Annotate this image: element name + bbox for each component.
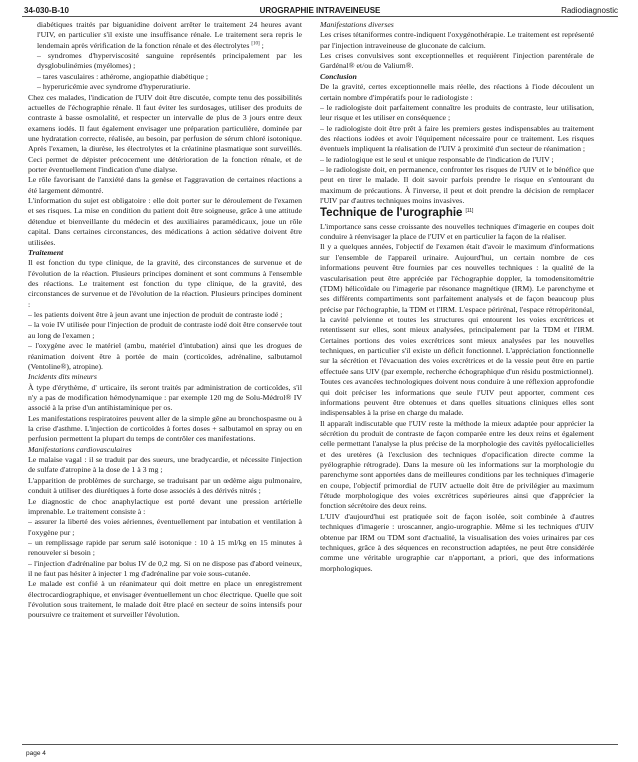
paragraph: Il apparaît indiscutable que l'UIV reste la méthode la mieux adaptée pour apprécier la sécrétion du produit de contraste de façon comparée entre les deux reins et également celle permettant l'analyse la plus précise de la morphologie des cavités pyélocalicielles et des uretères (à l'exclusion des techniques d'opacification directe comme la pyélographie rétrograde). Dans la mesure où les informations sur la morphologie du parenchyme sont apportées dans de meilleures conditions par les techniques d'imagerie en coupe, l'objectif primordial de l'UIV actuelle doit être de privilégier au maximum l'étude morphologique des voies excrétrices supérieures ainsi que d'apprécier la fonction sécrétoire des deux reins. bbox=[320, 418, 594, 511]
left-column bbox=[28, 20, 302, 742]
list-item: – tares vasculaires : athérome, angiopathie diabétique ; bbox=[37, 71, 209, 81]
paragraph: Le malaise vagal : il se traduit par des sueurs, une bradycardie, et nécessite l'injection de sulfate d'atropine à la dose de 1 à 3 mg ; bbox=[28, 455, 302, 475]
list-item: – le radiologique est le seul et unique responsable de l'indication de l'UIV ; bbox=[320, 154, 554, 164]
paragraph: Les crises convulsives sont exceptionnelles et requièrent l'injection parentérale de Gardénal® et/ou de Valium®. bbox=[320, 51, 594, 71]
paragraph: Le diagnostic de choc anaphylactique est porté devant une pression artérielle imprenable. Le traitement consiste à : bbox=[28, 496, 302, 516]
subheading-cardio: Manifestations cardiovasculaires bbox=[28, 444, 132, 454]
article-title: UROGRAPHIE INTRAVEINEUSE bbox=[259, 6, 381, 15]
list-item: – l'injection d'adrénaline par bolus IV de 0,2 mg. Si on ne dispose pas d'abord veineux, il ne faut pas hésiter à injecter 1 mg d'adrénaline par voie sous-cutanée. bbox=[28, 558, 302, 579]
subheading-incidents: Incidents dits mineurs bbox=[28, 372, 97, 382]
header-rule bbox=[22, 16, 618, 17]
paragraph: L'UIV d'aujourd'hui est pratiquée soit de façon isolée, soit combinée à d'autres techniques d'imagerie : uroscanner, angio-urographie. Même si les techniques d'UIV obtenue par IRM ou TDM sont d'actualité, la visualisation des voies urinaires par ces techniques, grâce à des séquences en reconstruction adaptées, ne peut être considérée comme une véritable urographie car n'apportant, a priori, que des informations morphologiques. bbox=[320, 511, 594, 573]
section-heading-conclusion: Conclusion bbox=[320, 71, 357, 81]
list-item: – assurer la liberté des voies aériennes, éventuellement par intubation et ventilation à l'oxygène pur ; bbox=[28, 517, 302, 537]
article-reference: 34-030-B-10 bbox=[24, 6, 69, 15]
list-item: – le radiologiste doit, en permanence, confronter les risques de l'UIV et le bénéfice que peut en tirer le malade. Il doit savoir parfois prendre le risque en s'entourant du maximum de précautions. À l'inverse, il peut et doit prendre la décision de remplacer l'UIV par d'autres techniques moins invasives. bbox=[320, 165, 594, 206]
paragraph: Les manifestations respiratoires peuvent aller de la simple gêne au bronchospasme ou à la crise d'asthme. L'injection de corticoïdes à fortes doses + salbutamol en spray ou en perfusion permettent la plupart du temps de contrôler ces manifestations. bbox=[28, 413, 302, 444]
paragraph: Le rôle favorisant de l'anxiété dans la genèse et l'aggravation de certaines réactions a été largement démontré. bbox=[28, 175, 302, 195]
paragraph: Il est fonction du type clinique, de la gravité, des circonstances de survenue et de l'évolution de la réaction. Plusieurs principes dominent et sont communs à l'ensemble des réactions. Le traitement est fonction du type clinique, de la gravité, des circonstances de survenue et de l'évolution de la réaction. Plusieurs principes dominent : bbox=[28, 258, 302, 309]
paragraph: De la gravité, certes exceptionnelle mais réelle, des réactions à l'iode découlent un certain nombre d'impératifs pour le radiologiste : bbox=[320, 82, 594, 102]
paragraph: L'apparition de problèmes de surcharge, se traduisant par un œdème aigu pulmonaire, conduit à utiliser des diurétiques à forte dose associés à des dérivés nitrés ; bbox=[28, 475, 302, 496]
subheading-diverses: Manifestations diverses bbox=[320, 20, 394, 29]
list-item: – les patients doivent être à jeun avant une injection de produit de contraste iodé ; bbox=[28, 310, 283, 320]
list-item: – l'oxygène avec le matériel (ambu, matériel d'intubation) ainsi que les drogues de réanimation doivent être à portée de main (corticoïdes, adrénaline, salbutamol (Ventoline®), atropine). bbox=[28, 341, 302, 371]
paragraph: L'importance sans cesse croissante des nouvelles techniques d'imagerie en coupes doit conduire à réenvisager la place de l'UIV et en particulier la façon de la réaliser. bbox=[320, 221, 594, 242]
section-title-technique: Technique de l'urographie [11] bbox=[320, 207, 474, 220]
right-column bbox=[320, 20, 594, 742]
section-name: Radiodiagnostic bbox=[561, 6, 618, 15]
section-heading-traitement: Traitement bbox=[28, 247, 64, 257]
list-item: – hyperuricémie avec syndrome d'hyperuratiurie. bbox=[37, 82, 191, 92]
footer-rule bbox=[22, 744, 618, 745]
list-item: – un remplissage rapide par serum salé isotonique : 10 à 15 ml/kg en 15 minutes à renouveler si besoin ; bbox=[28, 537, 302, 558]
paragraph: L'information du sujet est obligatoire : elle doit porter sur le déroulement de l'examen et ses risques. La mise en condition du patient doit être soigneuse, grâce à une attitude détendue et bienveillante du médecin et des auxiliaires paramédicaux, joue un rôle capital. Dans certaines circonstances, des médications à action sédative doivent être utilisées. bbox=[28, 196, 302, 247]
reference-citation: [10] bbox=[251, 41, 260, 47]
reference-citation: [11] bbox=[465, 207, 474, 214]
paragraph: Chez ces malades, l'indication de l'UIV doit être discutée, compte tenu des possibilités actuelles de l'échographie rénale. Il faut éviter les surdosages, utiliser des produits de contraste à basse osmolalité, et respecter un intervalle de plus de 3 jours entre deux examens iodés. Il faut également envisager une préparation particulière, dominée par une hydratation correcte, réalisée, au besoin, par perfusion de sérum chloré isotonique. Après l'examen, la diurèse, les électrolytes et la créatinine plasmatique sont surveillés. Ceci permet de dépister précocement une détérioration de la fonction rénale, et de porter éventuellement l'indication d'une dialyse. bbox=[28, 92, 302, 175]
paragraph: diabétiques traités par biguanidine doivent arrêter le traitement 24 heures avant l'UIV, en particulier s'il existe une insuffisance rénale. Le traitement sera repris le lendemain après vérification de la fonction rénale et des électrolytes [10] ; bbox=[37, 20, 302, 50]
list-item: – syndromes d'hyperviscosité sanguine représentés principalement par les dysglobulinémies (myélomes) ; bbox=[37, 51, 302, 71]
list-item: – la voie IV utilisée pour l'injection de produit de contraste iodé doit être conservée tout au long de l'examen ; bbox=[28, 320, 302, 340]
paragraph: À type d'érythème, d' urticaire, ils seront traités par administration de corticoïdes, s'il n'y a pas de modification hémodynamique : par exemple 120 mg de Solu-Médrol® IV associé à la prise d'un antihistaminique per os. bbox=[28, 382, 302, 413]
list-item: – le radiologiste doit parfaitement connaître les produits de contraste, leur utilisation, leur risque et les utiliser en conséquence ; bbox=[320, 102, 594, 123]
paragraph: Le malade est confié à un réanimateur qui doit mettre en place un enregistrement électrocardiographique, et envisager éventuellement un choc électrique. Quelle que soit l'évolution sous traitement, le malade doit être placé en secteur de soins intensifs pour poursuivre ce traitement et surveiller l'évolution. bbox=[28, 579, 302, 620]
list-item: – le radiologiste doit être prêt à faire les premiers gestes indispensables au traitement des réactions iodées et avoir l'équipement nécessaire pour ce traitement. Les risques éventuels impliquent la réalisation de l'UIV à proximité d'un secteur de réanimation ; bbox=[320, 123, 594, 154]
paragraph: Les crises tétaniformes contre-indiquent l'oxygénothérapie. Le traitement est représenté par l'injection intraveineuse de gluconate de calcium. bbox=[320, 30, 594, 50]
paragraph: Toutes ces avancées technologiques doivent nous conduire à une réflexion approfondie qui doit préciser les informations que seule l'UIV peut apporter, comment ces informations peuvent être obtenues et dans quelles situations cliniques elles sont indispensables à la prise en charge du malade. bbox=[320, 377, 594, 418]
page-number: page 4 bbox=[26, 750, 46, 757]
paragraph: Il y a quelques années, l'objectif de l'examen était d'avoir le maximum d'informations sur l'ensemble de l'appareil urinaire. Aujourd'hui, un certain nombre de ces informations peuvent être fournies par ces nouvelles techniques : la qualité de la vascularisation peut être appréciée par l'échographie doppler, la tomodensitométrie (TDM) hélicoïdale ou l'imagerie par résonance magnétique (IRM). Le parenchyme et ses différents compartiments sont parfaitement analysés et de façon beaucoup plus précise par l'échographie, la TDM et l'IRM. L'espace périrénal, l'espace rétropéritonéal, la cavité pelvienne et toutes les structures qui entourent les voies excrétrices et retentissent sur elles, sont mieux analysées, principalement par la TDM et l'IRM. Certaines portions des voies excrétrices sont mieux analysées par les nouvelles techniques, en particulier s'il existe un déficit fonctionnel. L'appréciation fonctionnelle sur la sécrétion et l'évacuation des voies excrétrices et de la vessie peut être en partie effectuée sans UIV (par exemple, recherche échographique d'un résidu postmictionnel). bbox=[320, 242, 594, 376]
